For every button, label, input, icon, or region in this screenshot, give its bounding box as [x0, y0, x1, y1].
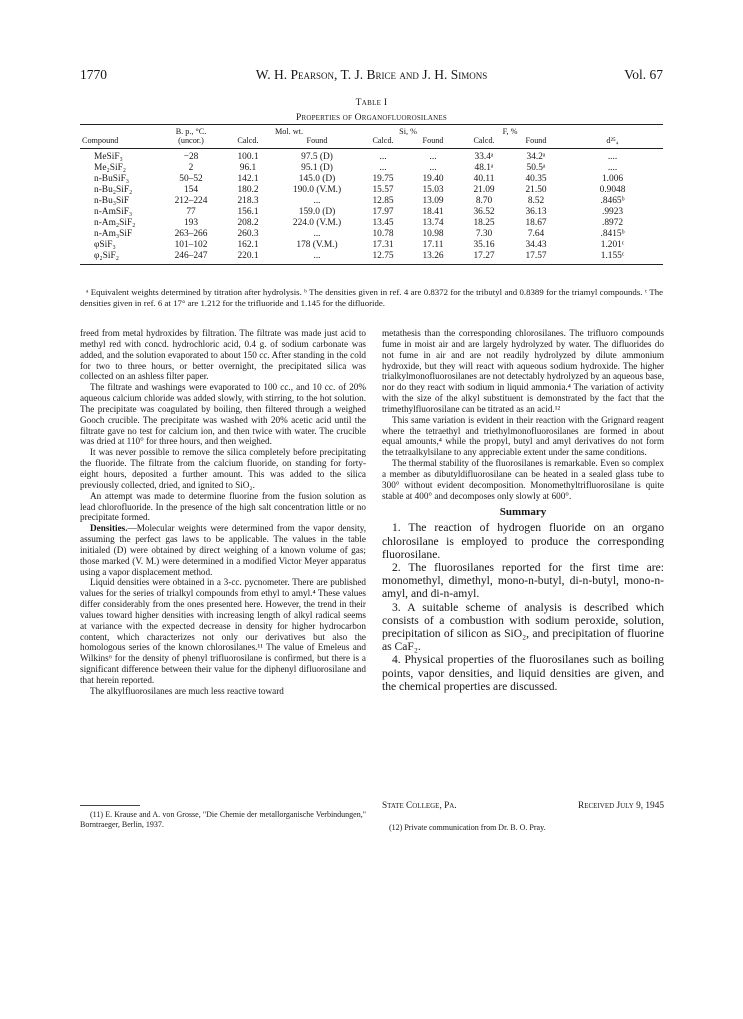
paragraph: Liquid densities were obtained in a 3-cc. pycnometer. There are published values for the series of trialkyl compounds from ethyl to amyl.⁴ These values differ considerably from the ones presented here. However, the trend in their values toward higher densities with increasing length of alkyl radical seems at variance with the expected decrease in density for higher hydrocarbon content, which characterizes not only our derivatives but also the homologous series of the known chlorosilanes.¹¹ The value of Emeleus and Wilkins⁶ for the density of phenyl trifluorosilane is confirmed, but there is a significant difference between their value for the diphenyl difluorosilane and that herein reported. [80, 577, 366, 685]
table-cell-density: 0.9048 [599, 185, 626, 195]
table-cell-f-calcd: 21.09 [473, 185, 495, 195]
table-cell-si-found: 13.26 [408, 251, 458, 265]
table-cell-mw-calcd: 100.1 [237, 152, 259, 162]
table-cell-density: 1.201ᶜ [600, 240, 625, 250]
table-cell-density: .... [607, 152, 618, 162]
col-molwt-calcd: Calcd. [220, 136, 276, 149]
table-cell-mw-found: 159.0 (D) [298, 207, 336, 217]
table-cell-si-calcd: 10.78 [372, 229, 394, 239]
summary-item: 2. The fluorosilanes reported for the first time are: monomethyl, dimethyl, mono-n-butyl, di-n-butyl, mono-n-amyl, and di-n-amyl. [382, 560, 664, 601]
table-cell-mw-calcd: 260.3 [237, 229, 259, 239]
table-cell-si-found: 17.11 [422, 240, 444, 250]
table-cell-f-calcd: 7.30 [475, 229, 493, 239]
table-cell-density: .9923 [601, 207, 624, 217]
running-head [80, 67, 663, 85]
table-cell-f-found: 34.43 [525, 240, 547, 250]
table-cell-compound: n-Am₂SiF₂ [94, 218, 136, 228]
running-head-authors: W. H. Pearson, T. J. Brice and J. H. Simons [255, 67, 488, 82]
table-row [80, 229, 663, 240]
paragraph [80, 523, 366, 577]
col-bp-sub: (uncor.) [162, 136, 220, 149]
table-cell-mw-found: ... [276, 251, 358, 265]
table-body [80, 149, 663, 265]
summary-heading: Summary [499, 505, 547, 518]
table-cell-mw-found: 190.0 (V.M.) [292, 185, 342, 195]
table-cell-f-calcd: 33.4ᵃ [474, 152, 494, 162]
properties-table [80, 124, 663, 265]
table-cell-mw-calcd: 180.2 [237, 185, 259, 195]
table-cell-si-calcd: 17.97 [372, 207, 394, 217]
paragraph: freed from metal hydroxides by filtration. The filtrate was made just acid to methyl red with concd. hydrochloric acid, 0.4 g. of sodium carbonate was added, and the solution evaporated to about 150 cc. After standing in the cold for two to three hours, or better overnight, the precipitated silica was collected on an ashless filter paper. [80, 328, 366, 382]
col-f-found: Found [510, 136, 562, 149]
footnote-11: (11) E. Krause and A. von Grosse, "Die Chemie der metallorganische Verbindungen," Borntraeger, Berlin, 1937. [80, 810, 366, 829]
table-title: Table I [355, 98, 388, 108]
table-cell-mw-calcd: 96.1 [239, 163, 257, 173]
table-cell-mw-calcd: 218.3 [237, 196, 259, 206]
table-cell-compound: n-Bu₃SiF [94, 196, 130, 206]
table-cell-compound: Me₂SiF₂ [94, 163, 127, 173]
table-cell-bp: 154 [183, 185, 199, 195]
table-cell-si-found: 18.41 [422, 207, 444, 217]
right-column [382, 328, 664, 693]
col-molwt-found: Found [276, 136, 358, 149]
paragraph: metathesis than the corresponding chlorosilanes. The trifluoro compounds fume in moist air and are largely hydrolyzed by water. The difluorides do not fume in air and are not readily hydrolyzed by dilute ammonium hydroxide, but they will react with aqueous sodium hydroxide. The higher trialkylmonofluorosilanes are not detectably hydrolyzed by an aqueous base, nor do they react with sodium in liquid ammonia.⁴ The variation of activity with the size of the alkyl substituent is demonstrated by the fact that the trimethylfluorosilane can be titrated as an acid.¹² [382, 328, 664, 414]
table-cell-f-calcd: 35.16 [473, 240, 495, 250]
table-cell-density: .... [607, 163, 618, 173]
summary-item: 3. A suitable scheme of analysis is described which consists of a combustion with sodium peroxide, solution, precipitation of silicon as SiO₂, and precipitation of fluorine as CaF₂. [382, 600, 664, 654]
table-cell-si-found: 13.74 [422, 218, 444, 228]
table-cell-mw-found: 95.1 (D) [301, 163, 333, 173]
table-cell-si-calcd: 12.85 [372, 196, 394, 206]
table-row [80, 163, 663, 174]
table-cell-f-calcd: 40.11 [473, 174, 495, 184]
table-cell-density: 1.155ᶜ [562, 251, 663, 265]
table-cell-density: .8972 [601, 218, 624, 228]
table-cell-bp: 263–266 [174, 229, 208, 239]
paragraph: The filtrate and washings were evaporated to 100 cc., and 10 cc. of 20% aqueous calcium chloride was added slowly, with stirring, to the hot solution. The precipitate was coagulated by boiling, then filtered through a weighed Gooch crucible. The precipitate was washed with 20% acetic acid until the filtrate gave no test for calcium ion, and then twice with water. The crucible was dried at 110° for three hours, and then weighed. [80, 382, 366, 447]
table-cell-mw-calcd: 142.1 [237, 174, 259, 184]
table-cell-si-found: 13.09 [422, 196, 444, 206]
table-cell-compound: n-Bu₂SiF₂ [94, 185, 133, 195]
summary-item: 4. Physical properties of the fluorosilanes such as boiling points, vapor densities, and liquid densities are given, and the chemical properties are discussed. [382, 653, 664, 693]
paragraph: The thermal stability of the fluorosilanes is remarkable. Even so complex a member as dibutyldifluorosilane can be heated in a sealed glass tube to 300° without evident decomposition. Monomethyltrifluorosilane is quite stable at 400° and decomposes only slowly at 600°. [382, 458, 664, 501]
table-cell-si-calcd: 15.57 [372, 185, 394, 195]
table-cell-si-found: ... [429, 163, 437, 173]
paragraph: It was never possible to remove the silica completely before precipitating the fluoride. The filtrate from the calcium fluoride, on standing for forty-eight hours, deposited a further amount. This was added to the silica previously collected, dried, and ignited to SiO₂. [80, 447, 366, 490]
table-cell-compound: φ₂SiF₂ [80, 251, 162, 265]
page-number: 1770 [80, 67, 107, 82]
paragraph: An attempt was made to determine fluorine from the fusion solution as lead chlorofluoride. In the presence of the high salt concentration little or no precipitate formed. [80, 490, 366, 523]
paragraph-text: —Molecular weights were determined from the vapor density, assuming the perfect gas laws to be applicable. The values in the table initialed (D) were obtained by direct weighing of a known volume of gas; those marked (V. M.) were determined in a modified Victor Meyer apparatus using a vapor displacement method. [80, 523, 366, 577]
table-cell-f-found: 50.5ᵃ [526, 163, 546, 173]
table-caption: Properties of Organofluorosilanes [295, 113, 448, 123]
table-cell-compound: n-BuSiF₃ [94, 174, 130, 184]
table-cell-f-calcd: 48.1ᵃ [474, 163, 494, 173]
table-cell-mw-calcd: 208.2 [237, 218, 259, 228]
table-cell-f-found: 21.50 [525, 185, 547, 195]
table-cell-si-found: 19.40 [422, 174, 444, 184]
table-cell-f-found: 36.13 [525, 207, 547, 217]
footnote-rule [80, 805, 140, 806]
table-cell-f-found: 8.52 [527, 196, 545, 206]
col-si-found: Found [408, 136, 458, 149]
table-cell-bp: 77 [186, 207, 196, 217]
table-cell-mw-calcd: 220.1 [220, 251, 276, 265]
table-row [80, 218, 663, 229]
col-si-calcd: Calcd. [358, 136, 408, 149]
table-cell-bp: 246–247 [162, 251, 220, 265]
table-cell-density: 1.006 [601, 174, 624, 184]
table-cell-si-found: 15.03 [422, 185, 444, 195]
table-cell-f-calcd: 36.52 [473, 207, 495, 217]
table-cell-compound: MeSiF₃ [94, 152, 123, 162]
table-cell-compound: φSiF₃ [94, 240, 116, 250]
table-cell-mw-calcd: 156.1 [237, 207, 259, 217]
table-cell-f-found: 40.35 [525, 174, 547, 184]
table-footnote: ᵃ Equivalent weights determined by titration after hydrolysis. ᵇ The densities given in ref. 4 are 0.8372 for the tributyl and 0.8389 for the triamyl compounds. ᶜ The densities given in ref. 6 at 17° are 1.212 for the trifluoride and 1.145 for the difluoride. [80, 287, 663, 308]
table-cell-bp: 193 [183, 218, 199, 228]
table-row [80, 149, 663, 164]
table-cell-mw-found: 224.0 (V.M.) [292, 218, 342, 228]
table-cell-si-calcd: 13.45 [372, 218, 394, 228]
table-cell-f-calcd: 8.70 [475, 196, 493, 206]
table-cell-f-calcd: 18.25 [473, 218, 495, 228]
table-cell-f-calcd: 17.27 [458, 251, 510, 265]
table-row [80, 240, 663, 251]
table-cell-f-found: 34.2ᵃ [526, 152, 546, 162]
table-cell-f-found: 18.67 [525, 218, 547, 228]
table-cell-si-found: 10.98 [422, 229, 444, 239]
footnote-12: (12) Private communication from Dr. B. O. Pray. [389, 823, 546, 832]
table-row [80, 174, 663, 185]
received-date: Received July 9, 1945 [578, 801, 664, 811]
col-f-calcd: Calcd. [458, 136, 510, 149]
col-molwt: Mol. wt. [220, 125, 358, 137]
summary-item: 1. The reaction of hydrogen fluoride on an organo chlorosilane is employed to produce the corresponding fluorosilane. [382, 521, 664, 561]
paragraph: This same variation is evident in their reaction with the Grignard reagent where the tetraethyl and triethylmonofluorosilanes are formed in about equal amounts,⁴ while the propyl, butyl and amyl derivatives do not form the tetraalkylsilane to any appreciable extent under the same conditions. [382, 414, 664, 458]
table-cell-bp: 2 [188, 163, 194, 173]
table-cell-density: .8465ᵇ [600, 196, 625, 206]
table-row [80, 185, 663, 196]
table-cell-si-calcd: ... [379, 163, 387, 173]
table-cell-bp: 50–52 [179, 174, 203, 184]
table-cell-f-found: 7.64 [527, 229, 545, 239]
table-row [80, 251, 663, 265]
table-cell-compound: n-Am₃SiF [94, 229, 133, 239]
table-cell-si-found: ... [429, 152, 437, 162]
table-cell-compound: n-AmSiF₃ [94, 207, 133, 217]
col-density: d²⁵₄ [562, 136, 663, 149]
section-run-in-head: Densities. [90, 523, 128, 534]
paragraph: The alkylfluorosilanes are much less reactive toward [90, 685, 284, 696]
table-cell-mw-found: 178 (V.M.) [296, 240, 338, 250]
table-cell-f-found: 17.57 [510, 251, 562, 265]
table-cell-mw-found: 97.5 (D) [301, 152, 333, 162]
table-cell-bp: 212–224 [174, 196, 208, 206]
table-cell-si-calcd: 19.75 [372, 174, 394, 184]
table-cell-bp: −28 [183, 152, 199, 162]
col-bp: B. p., °C. [162, 125, 220, 137]
signoff [382, 801, 664, 813]
table-cell-mw-found: ... [313, 229, 321, 239]
table-row [80, 196, 663, 207]
table-cell-si-calcd: 12.75 [358, 251, 408, 265]
table-row [80, 207, 663, 218]
left-column [80, 328, 366, 697]
volume-number: Vol. 67 [624, 67, 663, 82]
table-cell-mw-calcd: 162.1 [237, 240, 259, 250]
affiliation: State College, Pa. [382, 801, 457, 811]
table-cell-si-calcd: ... [379, 152, 387, 162]
table-cell-mw-found: 145.0 (D) [298, 174, 336, 184]
col-f: F, % [458, 125, 562, 137]
col-compound: Compound [80, 136, 162, 149]
table-cell-bp: 101–102 [174, 240, 208, 250]
table-cell-si-calcd: 17.31 [372, 240, 394, 250]
table-cell-density: .8415ᵇ [600, 229, 625, 239]
table-cell-mw-found: ... [313, 196, 321, 206]
col-si: Si, % [358, 125, 458, 137]
